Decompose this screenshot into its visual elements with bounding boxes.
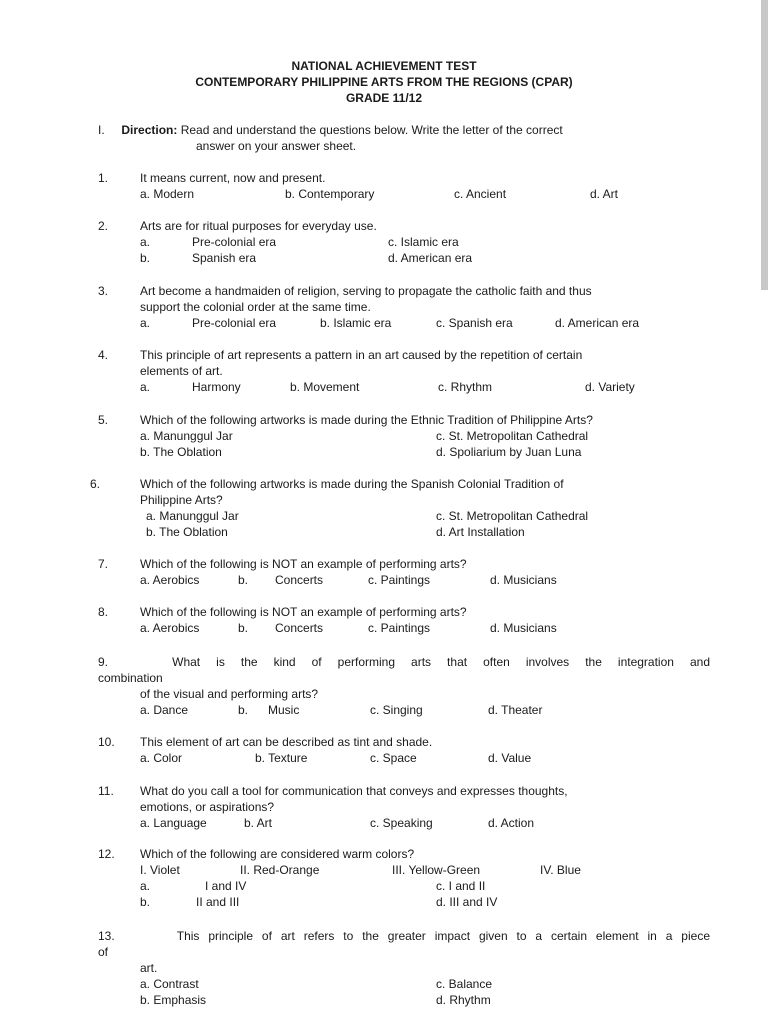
page-edge-shadow [761,0,768,290]
option-c: c. Spanish era [436,316,513,330]
question-number: 4. [98,348,109,362]
option-c: c. Singing [370,703,423,717]
option-b: b. The Oblation [146,525,228,539]
option-b: b. Emphasis [140,993,207,1007]
option-b: b. Texture [255,751,308,765]
option-d: d. Spoliarium by Juan Luna [436,445,582,459]
option-b: Concerts [275,621,324,635]
question-text: What do you call a tool for communication that conveys and expresses thoughts, [140,784,568,798]
option-b: b. Movement [290,380,360,394]
test-title: NATIONAL ACHIEVEMENT TEST [291,59,477,73]
direction-text: Read and understand the questions below. Write the letter of the correct [180,123,563,137]
option-c: c. St. Metropolitan Cathedral [436,429,589,443]
option-b: b. Art [244,816,273,830]
item-ii: II. Red-Orange [240,863,320,877]
option-a: a. Manunggul Jar [140,429,233,443]
question-number: 13. [98,929,115,943]
test-header [0,58,768,106]
option-c: c. Space [370,751,417,765]
question-number: 2. [98,219,109,233]
question-number: 5. [98,413,109,427]
question-text: This element of art can be described as tint and shade. [140,735,433,749]
option-a: a. Modern [140,187,195,201]
direction-numeral: I. [98,123,105,137]
direction-label: Direction: [121,123,178,137]
option-b: Music [268,703,300,717]
option-a: a. Color [140,751,183,765]
option-b: Spanish era [192,251,257,265]
option-d: d. American era [388,251,473,265]
question-text: Which of the following artworks is made during the Ethnic Tradition of Philippine Arts? [140,413,593,427]
option-a-letter: a. [140,380,151,394]
question-text-main: This principle of art refers to the greater impact given to a certain element in a piece [176,929,710,943]
option-b-letter: b. [140,251,151,265]
option-b: b. Islamic era [320,316,392,330]
option-c: c. Paintings [368,573,431,587]
question-text-cont: Philippine Arts? [140,493,223,507]
option-a: Harmony [192,380,241,394]
question-number: 12. [98,847,115,861]
option-d: d. Variety [585,380,635,394]
option-c: c. Paintings [368,621,431,635]
option-b: II and III [196,895,240,909]
option-a: a. Language [140,816,207,830]
option-a: a. Aerobics [140,573,200,587]
question-number: 3. [98,284,109,298]
question-number: 10. [98,735,115,749]
option-d: d. American era [555,316,640,330]
option-a: Pre-colonial era [192,235,277,249]
question-text-cont: support the colonial order at the same time. [140,300,371,314]
direction-text-cont: answer on your answer sheet. [196,139,357,153]
option-c: c. Speaking [370,816,433,830]
direction-block [98,122,718,154]
option-d: d. Musicians [490,621,557,635]
option-b: Concerts [275,573,324,587]
question-text-cont2: art. [140,961,158,975]
option-b-letter: b. [238,573,249,587]
option-a-letter: a. [140,316,151,330]
question-text: Which of the following artworks is made during the Spanish Colonial Tradition of [140,477,564,491]
question-number: 1. [98,171,109,185]
option-a: I and IV [205,879,247,893]
question-text-cont: combination [98,671,163,685]
option-d: d. Value [488,751,532,765]
option-c: c. Rhythm [438,380,493,394]
question-text-cont: emotions, or aspirations? [140,800,275,814]
option-d: d. Theater [488,703,543,717]
question-number: 9. [98,655,109,669]
option-a: a. Aerobics [140,621,200,635]
question-text: Which of the following is NOT an example of performing arts? [140,557,467,571]
question-text-main: What is the kind of performing arts that often involves the integration and [172,655,710,669]
option-b-letter: b. [238,703,249,717]
option-d: d. Action [488,816,535,830]
question-text: It means current, now and present. [140,171,326,185]
option-c: c. St. Metropolitan Cathedral [436,509,589,523]
item-iv: IV. Blue [540,863,581,877]
test-grade: GRADE 11/12 [345,91,423,105]
question-number: 7. [98,557,109,571]
option-c: c. Balance [436,977,493,991]
option-b-letter: b. [140,895,151,909]
question-text-cont2: of the visual and performing arts? [140,687,319,701]
option-d: d. Musicians [490,573,557,587]
question-text: Arts are for ritual purposes for everyday use. [140,219,377,233]
option-b: b. The Oblation [140,445,222,459]
question-number: 8. [98,605,109,619]
option-d: d. Art Installation [436,525,525,539]
question-text-cont: of [98,945,109,959]
option-a: a. Manunggul Jar [146,509,239,523]
test-subject: CONTEMPORARY PHILIPPINE ARTS FROM THE REGIONS (CPAR) [195,75,573,89]
option-a: a. Dance [140,703,189,717]
question-text [98,654,710,670]
option-c: c. Islamic era [388,235,459,249]
option-a: Pre-colonial era [192,316,277,330]
option-a-letter: a. [140,879,151,893]
question-number: 11. [98,784,114,798]
option-d: d. III and IV [436,895,498,909]
question-text: This principle of art represents a pattern in an art caused by the repetition of certain [140,348,583,362]
question-text [98,928,710,944]
item-i: I. Violet [140,863,180,877]
option-b: b. Contemporary [285,187,375,201]
option-a: a. Contrast [140,977,199,991]
question-text: Which of the following are considered warm colors? [140,847,415,861]
question-number: 6. [90,477,101,491]
option-b-letter: b. [238,621,249,635]
option-c: c. I and II [436,879,486,893]
option-d: d. Rhythm [436,993,491,1007]
question-text: Art become a handmaiden of religion, serving to propagate the catholic faith and thus [140,284,592,298]
question-text-cont: elements of art. [140,364,223,378]
option-a-letter: a. [140,235,151,249]
item-iii: III. Yellow-Green [392,863,481,877]
option-d: d. Art [590,187,619,201]
option-c: c. Ancient [454,187,507,201]
question-text: Which of the following is NOT an example of performing arts? [140,605,467,619]
